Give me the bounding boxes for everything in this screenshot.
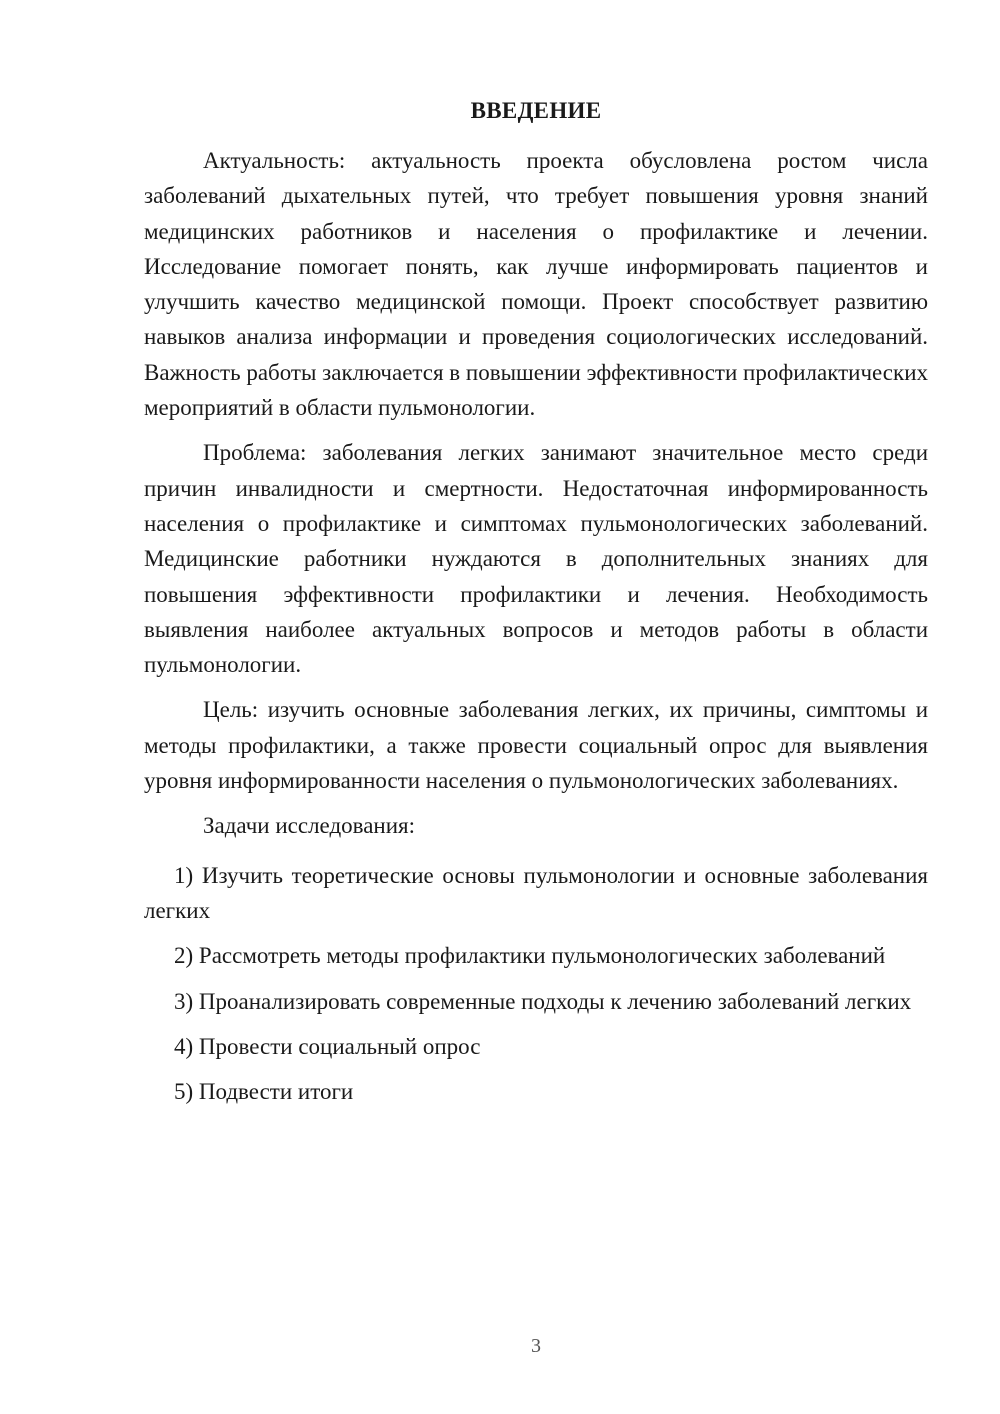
paragraph-relevance: Актуальность: актуальность проекта обусловлена ростом числа заболеваний дыхательных путей, что требует повышения уровня знаний медицинских работников и населения о профилактике и лечении. Исследование помогает понять, как лучше информировать пациентов и улучшить качество медицинской помощи. Проект способствует развитию навыков анализа информации и проведения социологических исследований. Важность работы заключается в повышении эффективности профилактических мероприятий в области пульмонологии. bbox=[144, 148, 928, 421]
page-number: 3 bbox=[531, 1335, 541, 1357]
section-title: ВВЕДЕНИЕ bbox=[470, 98, 602, 123]
tasks-list bbox=[144, 858, 928, 1110]
paragraph-goal: Цель: изучить основные заболевания легких, их причины, симптомы и методы профилактики, а также провести социальный опрос для выявления уровня информированности населения о пульмонологических заболеваниях. bbox=[144, 697, 928, 794]
task-item: 4) Провести социальный опрос bbox=[174, 1033, 481, 1059]
paragraph-problem: Проблема: заболевания легких занимают значительное место среди причин инвалидности и смертности. Недостаточная информированность населения о профилактике и симптомах пульмонологических заболеваний. Медицинские работники нуждаются в дополнительных знаниях для повышения эффективности профилактики и лечения. Необходимость выявления наиболее актуальных вопросов и методов работы в области пульмонологии. bbox=[144, 440, 928, 678]
tasks-heading: Задачи исследования: bbox=[203, 813, 416, 839]
document-page bbox=[144, 96, 928, 1119]
task-item: 1) Изучить теоретические основы пульмонологии и основные заболевания легких bbox=[144, 862, 928, 923]
task-item: 5) Подвести итоги bbox=[174, 1079, 354, 1105]
task-item: 3) Проанализировать современные подходы к лечению заболеваний легких bbox=[174, 988, 912, 1014]
task-item: 2) Рассмотреть методы профилактики пульмонологических заболеваний bbox=[174, 943, 886, 969]
